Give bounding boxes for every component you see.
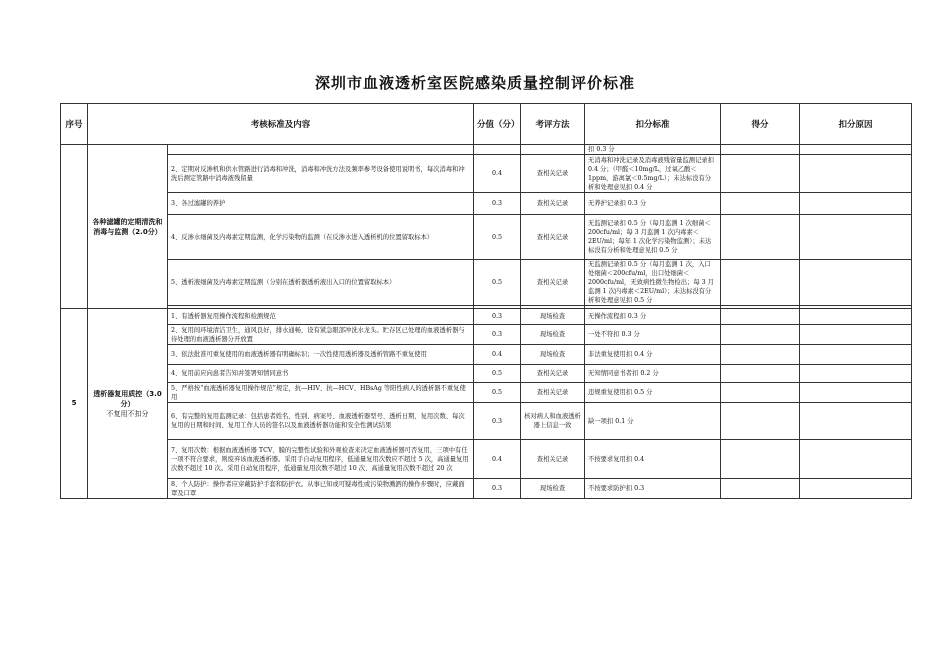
score-cell: 0.4: [474, 440, 521, 479]
method-cell: 查相关记录: [521, 155, 585, 193]
method-cell: 现场检查: [521, 325, 585, 345]
content-cell: 5、透析液细菌及内毒素定期监测（分别在透析器透析液出入口的位置留取标本）: [168, 260, 474, 306]
table-row: [61, 365, 912, 383]
content-cell: 4、复用前应向患者告知并签署知情同意书: [168, 365, 474, 383]
table-row: [61, 155, 912, 193]
content-cell: 3、各过滤罐的养护: [168, 193, 474, 215]
deduct-cell: 一处不符扣 0.3 分: [585, 325, 721, 345]
deduct-cell: 无监测记录扣 0.5 分（每月监测 1 次，入口处细菌＜200cfu/ml，出口处细菌＜2000cfu/ml，无致病性微生物检出；每 3 月监测 1 次内毒素＜2EU/ml）；未达标没有分析和处理意见扣 0.5 分: [585, 260, 721, 306]
score-cell: 0.4: [474, 345, 521, 365]
page-title: 深圳市血液透析室医院感染质量控制评价标准: [314, 74, 635, 92]
table-header-row: [61, 104, 912, 145]
header-score: 分值（分）: [474, 104, 521, 145]
header-method: 考评方法: [521, 104, 585, 145]
category-cell: 各种滤罐的定期清洗和消毒与监测（2.0分）: [88, 145, 168, 309]
content-cell: 8、个人防护：操作者应穿戴防护手套和防护衣。从事已知或可疑毒性或污染物溅洒的操作步骤时，应戴面罩及口罩: [168, 479, 474, 499]
category-title: 透析器复用质控（3.0分）: [93, 389, 162, 408]
score-cell: 0.3: [474, 325, 521, 345]
method-cell: 核对病人和血液透析器上信息一致: [521, 403, 585, 440]
header-content: 考核标准及内容: [88, 104, 474, 145]
content-cell: 1、有透析器复用操作流程和检测规范: [168, 309, 474, 325]
table-row: [61, 260, 912, 306]
method-cell: 现场检查: [521, 309, 585, 325]
header-reason: 扣分原因: [800, 104, 912, 145]
content-cell: 5、严格按“血液透析器复用操作规范”规定，抗—HIV、抗—HCV、HBsAg 等阳性病人的透析器不重复使用: [168, 383, 474, 403]
category-note: 不复用不扣分: [106, 409, 149, 418]
score-cell: 0.5: [474, 260, 521, 306]
content-cell: 7、复用次数：根据血液透析器 TCV、膜的完整性试验和外观检查来决定血液透析器可否复用，三项中有任一项不符合要求，则废弃该血液透析器。采用手自动复用程序，低通量复用次数应不超过 5 次，高通量复用次数不超过 10 次。采用自动复用程序，低通量复用次数不超过 10 次、高通量复用次数不超过 20 次: [168, 440, 474, 479]
deduct-cell: 不按要求复用扣 0.4: [585, 440, 721, 479]
method-cell: 现场检查: [521, 479, 585, 499]
deduct-cell: 无监测记录扣 0.5 分（每月监测 1 次细菌＜200cfu/ml；每 3 月监测 1 次内毒素＜2EU/ml；每年 1 次化学污染物监测）；未达标没有分析和处理意见扣 0.5 分: [585, 215, 721, 260]
score-cell: 0.3: [474, 479, 521, 499]
score-cell: 0.5: [474, 215, 521, 260]
method-cell: 查相关记录: [521, 215, 585, 260]
table-row: [61, 479, 912, 499]
score-cell: 0.5: [474, 365, 521, 383]
header-seq: 序号: [61, 104, 88, 145]
header-deduct: 扣分标准: [585, 104, 721, 145]
score-cell: 0.3: [474, 193, 521, 215]
category-cell: [88, 309, 168, 499]
table-row: [61, 403, 912, 440]
table-row: [61, 345, 912, 365]
content-cell: 3、依法批准可重复使用的血液透析器有明确标识；一次性使用透析器及透析管路不重复使用: [168, 345, 474, 365]
method-cell: 查相关记录: [521, 260, 585, 306]
deduct-cell: 违规重复使用扣 0.5 分: [585, 383, 721, 403]
table-row: [61, 383, 912, 403]
deduct-cell: 缺一项扣 0.1 分: [585, 403, 721, 440]
method-cell: 查相关记录: [521, 383, 585, 403]
deduct-cell: 非法重复使用扣 0.4 分: [585, 345, 721, 365]
seq-cell: [61, 145, 88, 309]
score-cell: 0.3: [474, 403, 521, 440]
table-row: [61, 145, 912, 155]
content-cell: 6、有完整的复用监测记录：包括患者姓名、性别、病案号、血液透析器型号、透析日期、复用次数、每次复用的日期和时间、复用工作人员的签名以及血液透析器功能和安全性测试结果: [168, 403, 474, 440]
table-row: [61, 440, 912, 479]
deduct-cell: 无养护记录扣 0.3 分: [585, 193, 721, 215]
method-cell: 现场检查: [521, 345, 585, 365]
deduct-cell: 不按要求防护扣 0.3: [585, 479, 721, 499]
score-cell: 0.4: [474, 155, 521, 193]
score-cell: 0.5: [474, 383, 521, 403]
method-cell: 查相关记录: [521, 365, 585, 383]
table-row: [61, 309, 912, 325]
deduct-cell: 无操作流程扣 0.3 分: [585, 309, 721, 325]
seq-cell: 5: [61, 309, 88, 499]
content-cell: 4、反渗水细菌及内毒素定期监测，化学污染物的监测（在反渗水进入透析机的位置留取标本）: [168, 215, 474, 260]
deduct-cell: 无消毒和冲洗记录及消毒液残留量监测记录扣 0.4 分；（甲醛＜10mg/L，过氧乙酸＜1ppm，游离氯＜0.5mg/L）；未达标没有分析和处理意见扣 0.4 分: [585, 155, 721, 193]
method-cell: 查相关记录: [521, 440, 585, 479]
deduct-cell: 扣 0.3 分: [585, 145, 721, 155]
table-row: [61, 325, 912, 345]
score-cell: 0.3: [474, 309, 521, 325]
evaluation-table: [60, 103, 912, 499]
header-got: 得分: [721, 104, 800, 145]
table-row: [61, 215, 912, 260]
table-row: [61, 193, 912, 215]
method-cell: 查相关记录: [521, 193, 585, 215]
deduct-cell: 无知情同意书者扣 0.2 分: [585, 365, 721, 383]
content-cell: 2、定期对反渗机和供水管路进行消毒和冲洗，消毒和冲洗方法及频率参考设备使用说明书，每次消毒和冲洗后测定管路中消毒液残留量: [168, 155, 474, 193]
content-cell: 2、复用间环境清洁卫生，通风良好，排水通畅，设有紧急眼部冲洗水龙头。贮存区已处理的血液透析器与待处理的血液透析器分开放置: [168, 325, 474, 345]
